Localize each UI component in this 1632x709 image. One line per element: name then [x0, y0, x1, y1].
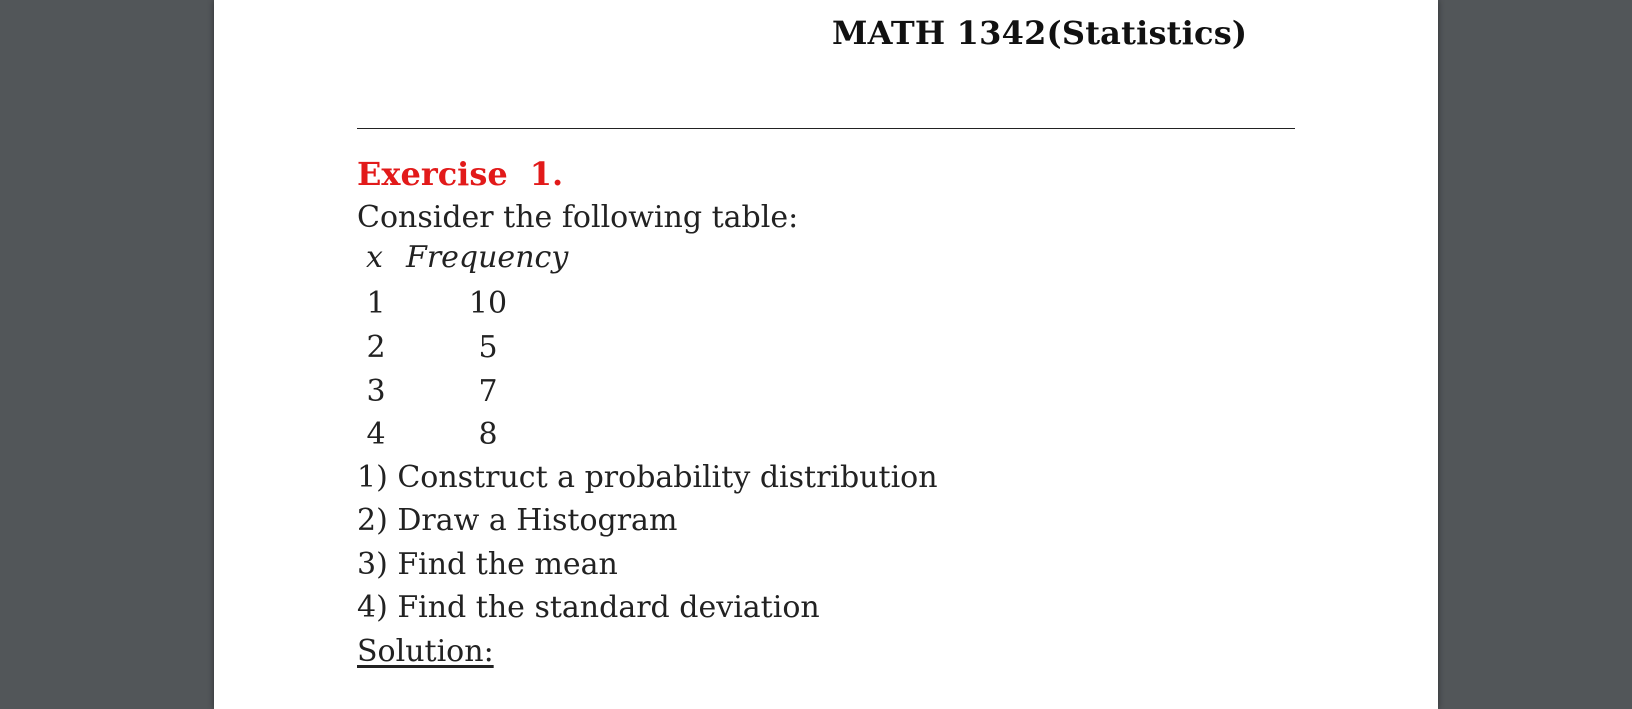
table-header-frequency: Frequency — [406, 240, 569, 275]
table-cell-x: 3 — [366, 374, 386, 409]
table-cell-x: 4 — [366, 417, 386, 452]
task-item: 2) Draw a Histogram — [357, 503, 678, 538]
task-item: 3) Find the mean — [357, 547, 618, 582]
table-cell-frequency: 5 — [478, 330, 498, 365]
course-header: MATH 1342(Statistics) — [832, 14, 1248, 52]
exercise-intro: Consider the following table: — [357, 200, 799, 235]
exercise-title — [357, 155, 563, 193]
table-cell-frequency: 8 — [478, 417, 498, 452]
exercise-number: 1. — [529, 155, 564, 193]
table-cell-frequency: 10 — [468, 286, 508, 321]
exercise-label: Exercise — [357, 155, 508, 193]
table-header-x: x — [366, 240, 383, 275]
task-item: 4) Find the standard deviation — [357, 590, 820, 625]
solution-label: Solution: — [357, 634, 494, 669]
table-cell-x: 2 — [366, 330, 386, 365]
task-item: 1) Construct a probability distribution — [357, 460, 938, 495]
header-divider — [357, 128, 1295, 129]
table-cell-frequency: 7 — [478, 374, 498, 409]
table-cell-x: 1 — [366, 286, 386, 321]
